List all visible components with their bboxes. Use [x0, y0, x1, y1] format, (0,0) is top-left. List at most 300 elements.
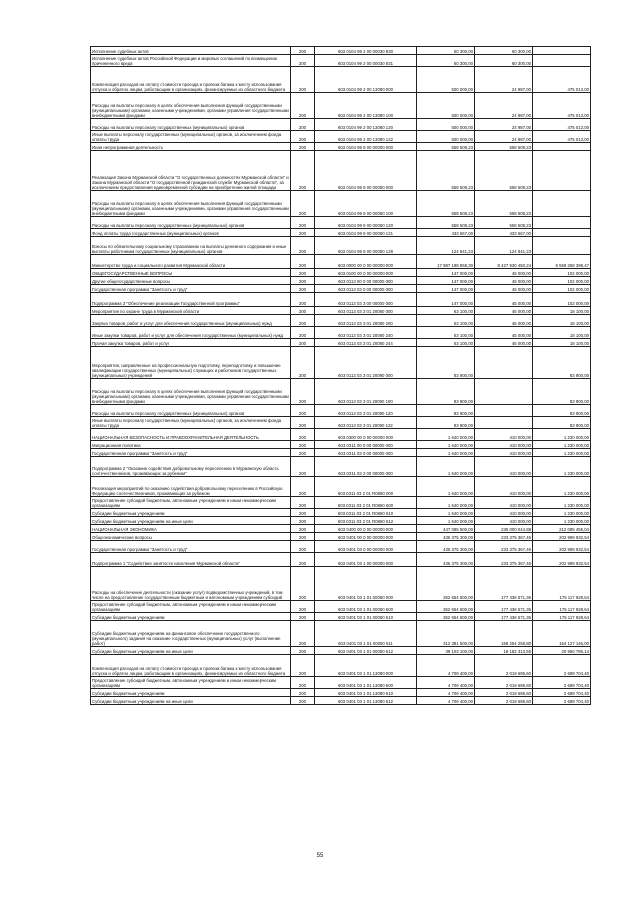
row-executed-cell: 2 019 695,60	[475, 677, 533, 689]
row-approved-cell: 436 375 300,00	[417, 553, 475, 567]
row-name-cell: Субсидии бюджетным учреждениям на финансовое обеспечение государственного (муниципального) задания на оказание государственных (муниципальных) услуг (выполнение работ)	[91, 621, 291, 647]
row-executed-cell: 410 000,00	[475, 509, 533, 517]
row-name-cell: Расходы на обеспечение деятельности (оказание услуг) подведомственных учреждений, в том числе на предоставление государственным бюджетным и автономным учреждениям субсидий	[91, 567, 291, 601]
row-budget-code-cell: 603 0311 03 2 01 R0860 610	[315, 509, 417, 517]
row-unexecuted-cell: 175 117 928,64	[533, 613, 591, 621]
table-row	[91, 67, 591, 93]
row-budget-code-cell: 603 0401 03 1 01 00050 611	[315, 621, 417, 647]
row-executed-cell: 410 000,00	[475, 497, 533, 509]
row-name-cell: Исполнение судебных актов	[91, 47, 291, 55]
row-budget-code-cell: 603 0311 03 2 00 00000 000	[315, 457, 417, 477]
row-unexecuted-cell	[533, 143, 591, 151]
row-line-code-cell: 200	[291, 677, 315, 689]
row-approved-cell: 83 900,00	[417, 379, 475, 405]
row-budget-code-cell: 603 0104 99 2 00 00030 831	[315, 55, 417, 67]
row-approved-cell: 1 640 000,00	[417, 497, 475, 509]
row-approved-cell: 147 000,00	[417, 269, 475, 277]
row-unexecuted-cell: 102 000,00	[533, 293, 591, 307]
row-line-code-cell: 200	[291, 347, 315, 379]
table-row	[91, 327, 591, 339]
row-name-cell: Предоставление субсидий бюджетным, автономным учреждениям и иным некоммерческим организациям	[91, 677, 291, 689]
row-budget-code-cell: 603 0311 03 2 01 R0860 600	[315, 497, 417, 509]
row-name-cell: Расходы на выплаты персоналу в целях обеспечения выполнения функций государственными (муниципальными) органами, казенными учреждениями, органами управления государственными внебюджетными фондами	[91, 93, 291, 119]
row-unexecuted-cell: 102 000,00	[533, 269, 591, 277]
row-executed-cell: 558 508,23	[475, 191, 533, 217]
table-row	[91, 293, 591, 307]
row-executed-cell: 24 987,00	[475, 131, 533, 143]
row-line-code-cell: 200	[291, 307, 315, 315]
row-unexecuted-cell: 1 230 000,00	[533, 429, 591, 441]
row-line-code-cell: 200	[291, 613, 315, 621]
row-line-code-cell: 200	[291, 237, 315, 255]
row-name-cell: Взносы по обязательному социальному страхованию на выплаты денежного содержания и иные выплаты работникам государственных (муниципальных) органов	[91, 237, 291, 255]
row-name-cell: Иные выплаты персоналу государственных (муниципальных) органов, за исключением фонда оплаты труда	[91, 417, 291, 429]
table-row	[91, 237, 591, 255]
row-name-cell: Компенсация расходов на оплату стоимости проезда и провоза багажа к месту использования отпуска и обратно лицам, работающим в организациях, финансируемых из областного бюджета	[91, 655, 291, 677]
row-approved-cell: 1 640 000,00	[417, 441, 475, 449]
row-budget-code-cell: 603 0104 99 9 00 00000 000	[315, 143, 417, 151]
row-line-code-cell: 200	[291, 517, 315, 525]
row-approved-cell: 147 000,00	[417, 285, 475, 293]
table-row	[91, 405, 591, 417]
row-approved-cell: 558 508,23	[417, 217, 475, 229]
row-approved-cell: 312 381 500,00	[417, 621, 475, 647]
row-executed-cell: 8 427 930 450,24	[475, 255, 533, 269]
row-executed-cell: 45 000,00	[475, 277, 533, 285]
row-budget-code-cell: 603 0104 99 2 00 13080 120	[315, 119, 417, 131]
row-executed-cell	[475, 379, 533, 405]
row-executed-cell: 124 841,23	[475, 237, 533, 255]
row-line-code-cell: 200	[291, 441, 315, 449]
table-body	[91, 47, 591, 705]
row-unexecuted-cell: 18 100,00	[533, 307, 591, 315]
table-row	[91, 93, 591, 119]
row-unexecuted-cell: 83 900,00	[533, 405, 591, 417]
row-executed-cell: 2 019 695,60	[475, 697, 533, 705]
row-executed-cell: 2 019 695,60	[475, 689, 533, 697]
table-row	[91, 131, 591, 143]
table-row	[91, 347, 591, 379]
table-row	[91, 307, 591, 315]
row-unexecuted-cell: 1 230 000,00	[533, 449, 591, 457]
row-approved-cell: 1 640 000,00	[417, 477, 475, 497]
row-name-cell: Государственная программа "Занятость и труд"	[91, 449, 291, 457]
row-executed-cell: 177 436 571,36	[475, 601, 533, 613]
row-approved-cell: 1 640 000,00	[417, 429, 475, 441]
table-row	[91, 509, 591, 517]
row-budget-code-cell: 603 0113 03 3 00 00000 000	[315, 293, 417, 307]
row-line-code-cell: 200	[291, 497, 315, 509]
row-budget-code-cell: 603 0113 03 3 01 20080 240	[315, 327, 417, 339]
row-unexecuted-cell: 9 559 258 398,47	[533, 255, 591, 269]
row-executed-cell: 45 000,00	[475, 315, 533, 327]
table-row	[91, 533, 591, 541]
row-line-code-cell: 200	[291, 315, 315, 327]
table-row	[91, 229, 591, 237]
row-executed-cell: 410 000,00	[475, 477, 533, 497]
row-unexecuted-cell: 18 100,00	[533, 315, 591, 327]
row-line-code-cell: 200	[291, 277, 315, 285]
row-name-cell: ОБЩЕГОСУДАРСТВЕННЫЕ ВОПРОСЫ	[91, 269, 291, 277]
row-budget-code-cell: 603 0401 03 1 01 13080 600	[315, 677, 417, 689]
row-unexecuted-cell: 83 900,00	[533, 347, 591, 379]
table-row	[91, 567, 591, 601]
row-line-code-cell: 200	[291, 47, 315, 55]
row-line-code-cell: 200	[291, 293, 315, 307]
table-row	[91, 55, 591, 67]
row-unexecuted-cell: 475 013,00	[533, 131, 591, 143]
row-executed-cell: 45 000,00	[475, 269, 533, 277]
row-budget-code-cell: 603 0104 99 9 00 00050 000	[315, 151, 417, 191]
row-budget-code-cell: 603 0113 03 3 01 20080 000	[315, 307, 417, 315]
row-budget-code-cell: 603 0401 03 1 01 00050 612	[315, 647, 417, 655]
row-executed-cell: 158 254 258,80	[475, 621, 533, 647]
row-line-code-cell: 200	[291, 429, 315, 441]
row-line-code-cell: 200	[291, 93, 315, 119]
row-budget-code-cell: 603 0401 03 1 01 13080 000	[315, 655, 417, 677]
row-approved-cell: 433 667,00	[417, 229, 475, 237]
row-executed-cell: 177 436 571,36	[475, 613, 533, 621]
row-unexecuted-cell	[533, 191, 591, 217]
row-budget-code-cell: 603 0311 03 2 01 R0860 000	[315, 477, 417, 497]
row-name-cell: Расходы на выплаты персоналу в целях обеспечения выполнения функций государственными (муниципальными) органами, казенными учреждениями, органами управления государственными внебюджетными фондами	[91, 191, 291, 217]
row-line-code-cell: 200	[291, 567, 315, 601]
row-approved-cell: 1 640 000,00	[417, 449, 475, 457]
row-unexecuted-cell: 83 900,00	[533, 379, 591, 405]
row-unexecuted-cell: 175 117 928,64	[533, 567, 591, 601]
row-approved-cell: 4 709 400,00	[417, 689, 475, 697]
row-budget-code-cell: 603 0401 03 1 01 13080 610	[315, 689, 417, 697]
row-approved-cell: 352 654 500,00	[417, 613, 475, 621]
row-name-cell: Расходы на выплаты персоналу государственных (муниципальных) органов	[91, 217, 291, 229]
row-budget-code-cell: 603 0401 03 1 01 00050 600	[315, 601, 417, 613]
row-line-code-cell: 200	[291, 131, 315, 143]
row-unexecuted-cell: 18 100,00	[533, 339, 591, 347]
row-approved-cell: 4 709 400,00	[417, 655, 475, 677]
row-approved-cell: 436 375 300,00	[417, 533, 475, 541]
row-approved-cell: 63 100,00	[417, 307, 475, 315]
table-row	[91, 47, 591, 55]
row-line-code-cell: 200	[291, 553, 315, 567]
table-row	[91, 601, 591, 613]
row-name-cell: Подпрограмма 2 "Оказание содействия добровольному переселению в Мурманскую область соотечественников, проживающих за рубежом"	[91, 457, 291, 477]
table-row	[91, 285, 591, 293]
row-unexecuted-cell: 2 689 704,40	[533, 697, 591, 705]
row-name-cell: Субсидии бюджетным учреждениям на иные цели	[91, 517, 291, 525]
row-budget-code-cell: 603 0401 03 0 00 00000 000	[315, 541, 417, 553]
table-row	[91, 315, 591, 327]
row-approved-cell: 60 300,00	[417, 47, 475, 55]
row-executed-cell: 433 667,00	[475, 229, 533, 237]
row-executed-cell: 558 508,23	[475, 217, 533, 229]
row-executed-cell: 45 000,00	[475, 327, 533, 339]
row-budget-code-cell: 603 0113 03 3 01 20080 244	[315, 339, 417, 347]
row-approved-cell: 558 508,23	[417, 191, 475, 217]
table-row	[91, 191, 591, 217]
row-approved-cell: 63 100,00	[417, 339, 475, 347]
row-executed-cell: 233 375 367,46	[475, 533, 533, 541]
row-budget-code-cell: 603 0104 99 2 00 13080 122	[315, 131, 417, 143]
table-row	[91, 417, 591, 429]
row-executed-cell	[475, 347, 533, 379]
row-line-code-cell: 200	[291, 217, 315, 229]
table-row	[91, 525, 591, 533]
row-unexecuted-cell: 1 230 000,00	[533, 457, 591, 477]
row-unexecuted-cell: 475 013,00	[533, 119, 591, 131]
row-unexecuted-cell: 202 999 932,54	[533, 533, 591, 541]
row-line-code-cell: 200	[291, 255, 315, 269]
row-line-code-cell: 200	[291, 417, 315, 429]
row-budget-code-cell: 603 0104 99 2 00 13080 100	[315, 93, 417, 119]
row-approved-cell: 39 103 100,00	[417, 647, 475, 655]
row-name-cell: Субсидии бюджетным учреждениям на иные цели	[91, 647, 291, 655]
row-name-cell: Субсидии бюджетным учреждениям	[91, 689, 291, 697]
row-approved-cell: 17 987 188 858,30	[417, 255, 475, 269]
row-executed-cell: 24 987,00	[475, 93, 533, 119]
row-unexecuted-cell: 202 999 932,54	[533, 553, 591, 567]
row-line-code-cell: 200	[291, 533, 315, 541]
row-budget-code-cell: 603 0113 03 3 01 20090 120	[315, 405, 417, 417]
row-budget-code-cell: 603 0400 00 0 00 00000 000	[315, 525, 417, 533]
row-name-cell: Миграционная политика	[91, 441, 291, 449]
row-line-code-cell: 200	[291, 405, 315, 417]
row-approved-cell: 83 900,00	[417, 347, 475, 379]
row-executed-cell	[475, 417, 533, 429]
row-name-cell: Компенсация расходов на оплату стоимости проезда и провоза багажа к месту использования отпуска и обратно лицам, работающим в организациях, финансируемых из областного бюджета	[91, 67, 291, 93]
row-budget-code-cell: 603 0401 00 0 00 00000 000	[315, 533, 417, 541]
row-budget-code-cell: 603 0311 00 0 00 00000 000	[315, 441, 417, 449]
row-executed-cell: 45 000,00	[475, 293, 533, 307]
row-approved-cell: 1 640 000,00	[417, 517, 475, 525]
row-approved-cell: 4 709 400,00	[417, 697, 475, 705]
row-unexecuted-cell: 2 689 704,40	[533, 677, 591, 689]
row-budget-code-cell: 603 0104 99 9 00 00050 120	[315, 217, 417, 229]
table-row	[91, 429, 591, 441]
row-name-cell: Иные закупки товаров, работ и услуг для обеспечения государственных (муниципальных) нужд	[91, 327, 291, 339]
row-approved-cell: 352 654 500,00	[417, 601, 475, 613]
row-approved-cell: 500 000,00	[417, 131, 475, 143]
table-row	[91, 449, 591, 457]
row-budget-code-cell: 603 0401 03 1 01 13080 612	[315, 697, 417, 705]
row-name-cell: Другие общегосударственные вопросы	[91, 277, 291, 285]
table-row	[91, 553, 591, 567]
row-line-code-cell: 200	[291, 269, 315, 277]
table-row	[91, 613, 591, 621]
row-executed-cell: 18 182 313,56	[475, 647, 533, 655]
row-unexecuted-cell	[533, 217, 591, 229]
row-approved-cell: 60 300,00	[417, 55, 475, 67]
row-unexecuted-cell: 18 100,00	[533, 327, 591, 339]
row-budget-code-cell: 603 0113 00 0 00 00000 000	[315, 277, 417, 285]
row-approved-cell: 500 000,00	[417, 119, 475, 131]
row-approved-cell: 124 841,23	[417, 237, 475, 255]
row-approved-cell: 436 375 300,00	[417, 541, 475, 553]
table-row	[91, 477, 591, 497]
row-budget-code-cell: 603 0113 03 3 01 20090 000	[315, 347, 417, 379]
row-unexecuted-cell: 102 000,00	[533, 285, 591, 293]
row-executed-cell: 177 436 571,36	[475, 567, 533, 601]
row-line-code-cell: 200	[291, 621, 315, 647]
row-name-cell: Предоставление субсидий бюджетным, автономным учреждениям и иным некоммерческим организациям	[91, 497, 291, 509]
row-line-code-cell: 200	[291, 601, 315, 613]
row-approved-cell: 63 100,00	[417, 327, 475, 339]
row-name-cell: Расходы на выплаты персоналу государственных (муниципальных) органов	[91, 119, 291, 131]
row-approved-cell: 352 654 500,00	[417, 567, 475, 601]
table-row	[91, 697, 591, 705]
row-executed-cell: 45 000,00	[475, 285, 533, 293]
row-line-code-cell: 200	[291, 655, 315, 677]
row-line-code-cell: 200	[291, 339, 315, 347]
table-row	[91, 677, 591, 689]
table-row	[91, 119, 591, 131]
row-budget-code-cell: 603 0401 03 1 00 00000 000	[315, 553, 417, 567]
row-approved-cell: 147 000,00	[417, 277, 475, 285]
row-executed-cell: 410 000,00	[475, 441, 533, 449]
row-budget-code-cell: 603 0000 00 0 00 00000 000	[315, 255, 417, 269]
row-executed-cell: 233 375 367,46	[475, 553, 533, 567]
row-line-code-cell: 200	[291, 457, 315, 477]
row-unexecuted-cell: 475 013,00	[533, 93, 591, 119]
row-executed-cell: 60 300,00	[475, 55, 533, 67]
row-line-code-cell: 200	[291, 327, 315, 339]
table-row	[91, 339, 591, 347]
row-name-cell: Предоставление субсидий бюджетным, автономным учреждениям и иным некоммерческим организациям	[91, 601, 291, 613]
row-name-cell: Иные выплаты персоналу государственных (муниципальных) органов, за исключением фонда оплаты труда	[91, 131, 291, 143]
row-name-cell: Прочая закупка товаров, работ и услуг	[91, 339, 291, 347]
row-line-code-cell: 200	[291, 285, 315, 293]
row-budget-code-cell: 603 0113 03 3 01 20080 200	[315, 315, 417, 327]
table-row	[91, 647, 591, 655]
row-unexecuted-cell	[533, 229, 591, 237]
row-name-cell: Фонд оплаты труда государственных (муниципальных) органов	[91, 229, 291, 237]
row-unexecuted-cell	[533, 151, 591, 191]
row-unexecuted-cell: 212 085 455,04	[533, 525, 591, 533]
row-budget-code-cell: 603 0401 03 1 01 00050 000	[315, 567, 417, 601]
table-row	[91, 441, 591, 449]
row-budget-code-cell: 603 0104 99 2 00 00030 830	[315, 47, 417, 55]
row-line-code-cell: 200	[291, 143, 315, 151]
row-budget-code-cell: 603 0113 03 3 01 20090 100	[315, 379, 417, 405]
row-name-cell: НАЦИОНАЛЬНАЯ ЭКОНОМИКА	[91, 525, 291, 533]
row-approved-cell: 558 508,23	[417, 143, 475, 151]
row-unexecuted-cell: 154 127 146,00	[533, 621, 591, 647]
row-executed-cell: 235 000 044,88	[475, 525, 533, 533]
row-budget-code-cell: 603 0311 03 2 01 R0860 612	[315, 517, 417, 525]
row-executed-cell: 410 000,00	[475, 517, 533, 525]
row-executed-cell: 2 019 695,60	[475, 655, 533, 677]
table-row	[91, 277, 591, 285]
row-line-code-cell: 200	[291, 697, 315, 705]
row-line-code-cell: 200	[291, 151, 315, 191]
row-name-cell: Подпрограмма 1 "Содействие занятости населения Мурманской области"	[91, 553, 291, 567]
row-name-cell: Закупка товаров, работ и услуг для обеспечения государственных (муниципальных) нужд	[91, 315, 291, 327]
row-line-code-cell: 200	[291, 689, 315, 697]
table-row	[91, 269, 591, 277]
row-name-cell: Расходы на выплаты персоналу в целях обеспечения выполнения функций государственными (муниципальными) органами, казенными учреждениями, органами управления государственными внебюджетными фондами	[91, 379, 291, 405]
table-row	[91, 517, 591, 525]
budget-table	[90, 46, 591, 705]
row-name-cell: Субсидии бюджетным учреждениям на иные цели	[91, 697, 291, 705]
row-name-cell: Министерство труда и социального развития Мурманской области	[91, 255, 291, 269]
row-unexecuted-cell	[533, 55, 591, 67]
row-approved-cell: 4 709 400,00	[417, 677, 475, 689]
row-name-cell: Общеэкономические вопросы	[91, 533, 291, 541]
table-row	[91, 541, 591, 553]
row-executed-cell: 24 987,00	[475, 119, 533, 131]
row-unexecuted-cell: 20 950 786,14	[533, 647, 591, 655]
row-budget-code-cell: 603 0401 03 1 01 00050 610	[315, 613, 417, 621]
row-line-code-cell: 200	[291, 55, 315, 67]
table-row	[91, 255, 591, 269]
row-name-cell: Государственная программа "Занятость и труд"	[91, 285, 291, 293]
row-unexecuted-cell: 2 689 704,40	[533, 689, 591, 697]
row-unexecuted-cell	[533, 47, 591, 55]
row-executed-cell: 410 000,00	[475, 457, 533, 477]
row-executed-cell: 45 000,00	[475, 307, 533, 315]
row-line-code-cell: 200	[291, 647, 315, 655]
row-name-cell: Реализация мероприятий по оказанию содействия добровольному переселению в Российскую Федерацию соотечественников, проживающих за рубежом	[91, 477, 291, 497]
row-unexecuted-cell: 2 689 704,40	[533, 655, 591, 677]
row-name-cell: НАЦИОНАЛЬНАЯ БЕЗОПАСНОСТЬ И ПРАВООХРАНИТЕЛЬНАЯ ДЕЯТЕЛЬНОСТЬ	[91, 429, 291, 441]
row-executed-cell: 60 300,00	[475, 47, 533, 55]
row-name-cell: Реализация Закона Мурманской области "О государственных должностях Мурманской области" и Закона Мурманской области "О государственной гражданской службе Мурманской области", за исключением предоставления единовременной субсидии на приобретение жилой площади	[91, 151, 291, 191]
row-executed-cell	[475, 405, 533, 417]
row-executed-cell: 410 000,00	[475, 429, 533, 441]
row-budget-code-cell: 603 0100 00 0 00 00000 000	[315, 269, 417, 277]
row-name-cell: Государственная программа "Занятость и труд"	[91, 541, 291, 553]
row-line-code-cell: 200	[291, 229, 315, 237]
row-budget-code-cell: 603 0104 99 2 00 13080 000	[315, 67, 417, 93]
table-row	[91, 379, 591, 405]
row-approved-cell: 1 640 000,00	[417, 457, 475, 477]
row-executed-cell: 45 000,00	[475, 339, 533, 347]
row-executed-cell: 233 375 367,46	[475, 541, 533, 553]
row-name-cell: Мероприятия по охране труда в Мурманской области	[91, 307, 291, 315]
row-approved-cell: 500 000,00	[417, 93, 475, 119]
row-line-code-cell: 200	[291, 119, 315, 131]
row-unexecuted-cell: 1 230 000,00	[533, 497, 591, 509]
page-number: 55	[316, 853, 324, 859]
row-budget-code-cell: 603 0311 03 0 00 00000 000	[315, 449, 417, 457]
row-name-cell: Субсидии бюджетным учреждениям	[91, 613, 291, 621]
row-line-code-cell: 200	[291, 509, 315, 517]
row-unexecuted-cell: 475 013,00	[533, 67, 591, 93]
row-name-cell: Подпрограмма 3 "Обеспечение реализации Государственной программы"	[91, 293, 291, 307]
row-unexecuted-cell: 1 230 000,00	[533, 509, 591, 517]
row-unexecuted-cell: 1 230 000,00	[533, 517, 591, 525]
row-approved-cell: 558 508,23	[417, 151, 475, 191]
row-name-cell: Исполнение судебных актов Российской Федерации и мировых соглашений по возмещению причиненного вреда	[91, 55, 291, 67]
row-unexecuted-cell: 175 117 928,64	[533, 601, 591, 613]
row-budget-code-cell: 603 0300 00 0 00 00000 000	[315, 429, 417, 441]
row-executed-cell: 410 000,00	[475, 449, 533, 457]
row-budget-code-cell: 603 0104 99 9 00 00050 100	[315, 191, 417, 217]
row-budget-code-cell: 603 0104 99 9 00 00050 129	[315, 237, 417, 255]
row-line-code-cell: 200	[291, 477, 315, 497]
row-unexecuted-cell: 1 230 000,00	[533, 441, 591, 449]
row-line-code-cell: 200	[291, 525, 315, 533]
table-row	[91, 143, 591, 151]
row-approved-cell: 83 900,00	[417, 417, 475, 429]
row-line-code-cell: 200	[291, 67, 315, 93]
row-name-cell: Субсидии бюджетным учреждениям	[91, 509, 291, 517]
row-approved-cell: 147 000,00	[417, 293, 475, 307]
row-unexecuted-cell: 202 999 932,54	[533, 541, 591, 553]
row-approved-cell: 1 640 000,00	[417, 509, 475, 517]
table-row	[91, 655, 591, 677]
row-unexecuted-cell: 83 900,00	[533, 417, 591, 429]
row-executed-cell: 24 987,00	[475, 67, 533, 93]
